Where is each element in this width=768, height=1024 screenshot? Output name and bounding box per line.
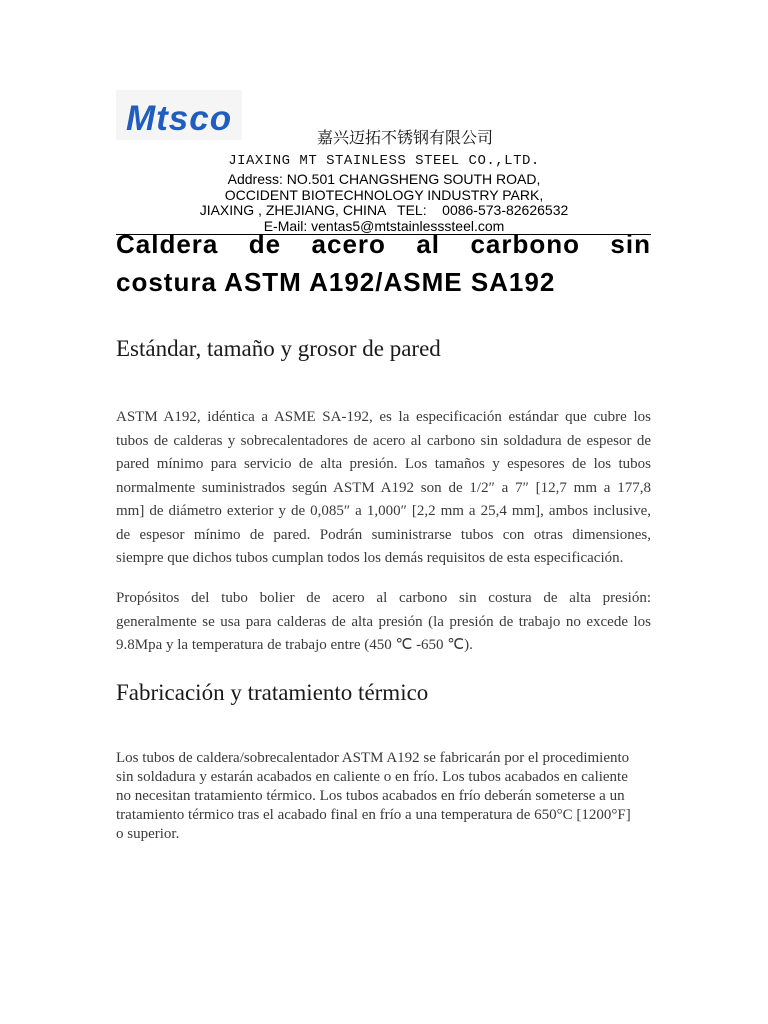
paragraph-line: tubos de calderas y sobrecalentadores de acero al carbono sin soldadura de espesor de xyxy=(116,432,651,449)
title-line: costura ASTM A192/ASME SA192 xyxy=(116,267,556,297)
company-name-chinese: 嘉兴迈拓不锈钢有限公司 xyxy=(317,128,494,147)
paragraph-line: 9.8Mpa y la temperatura de trabajo entre (450 ℃ -650 ℃). xyxy=(116,637,473,653)
paragraph-specification xyxy=(116,406,651,571)
address-line: OCCIDENT BIOTECHNOLOGY INDUSTRY PARK, xyxy=(224,186,544,203)
address-line: Address: NO.501 CHANGSHENG SOUTH ROAD, xyxy=(227,171,541,187)
title-line: Caldera de acero al carbono sin xyxy=(116,229,651,259)
paragraph-line: siempre que dichos tubos cumplan todos los demás requisitos de esta especificación. xyxy=(116,550,624,566)
paragraph-line: pared mínimo para servicio de alta presión. Los tamaños y espesores de los tubos xyxy=(116,456,651,472)
logo-wordmark: Mtsco xyxy=(126,99,233,138)
paragraph-purpose xyxy=(116,587,651,658)
paragraph-line: generalmente se usa para calderas de alta presión (la presión de trabajo no excede los xyxy=(116,613,651,630)
paragraph-line: o superior. xyxy=(116,826,180,842)
paragraph-manufacturing xyxy=(116,749,651,844)
paragraph-line: normalmente suministrados según ASTM A192 son de 1/2″ a 7″ [12,7 mm a 177,8 xyxy=(116,479,651,496)
paragraph-line: ASTM A192, idéntica a ASME SA-192, es la especificación estándar que cubre los xyxy=(116,409,651,425)
email-line: E-Mail: ventas5@mtstainlesssteel.com xyxy=(263,217,505,234)
paragraph-line: mm] de diámetro exterior y de 0,085″ a 1,000″ [2,2 mm a 25,4 mm], ambos inclusive, xyxy=(116,503,651,519)
paragraph-line: Propósitos del tubo bolier de acero al carbono sin costura de alta presión: xyxy=(116,590,651,606)
section-heading-standard: Estándar, tamaño y grosor de pared xyxy=(116,336,441,361)
paragraph-line: sin soldadura y estarán acabados en caliente o en frío. Los tubos acabados en caliente xyxy=(116,769,628,785)
paragraph-line: tratamiento térmico tras el acabado final en frío a una temperatura de 650°C [1200°F] xyxy=(116,807,631,823)
company-logo xyxy=(116,90,242,140)
document-title xyxy=(116,225,651,301)
paragraph-line: no necesitan tratamiento térmico. Los tubos acabados en frío deberán someterse a un xyxy=(116,788,625,804)
section-heading-manufacturing: Fabricación y tratamiento térmico xyxy=(116,680,429,705)
paragraph-line: de espesor mínimo de pared. Podrán suministrarse tubos con otras dimensiones, xyxy=(116,526,651,543)
company-name-english: JIAXING MT STAINLESS STEEL CO.,LTD. xyxy=(228,153,540,169)
paragraph-line: Los tubos de caldera/sobrecalentador ASTM A192 se fabricarán por el procedimiento xyxy=(116,750,630,766)
address-phone-line: JIAXING , ZHEJIANG, CHINA TEL: 0086-573-82626532 xyxy=(199,202,569,218)
